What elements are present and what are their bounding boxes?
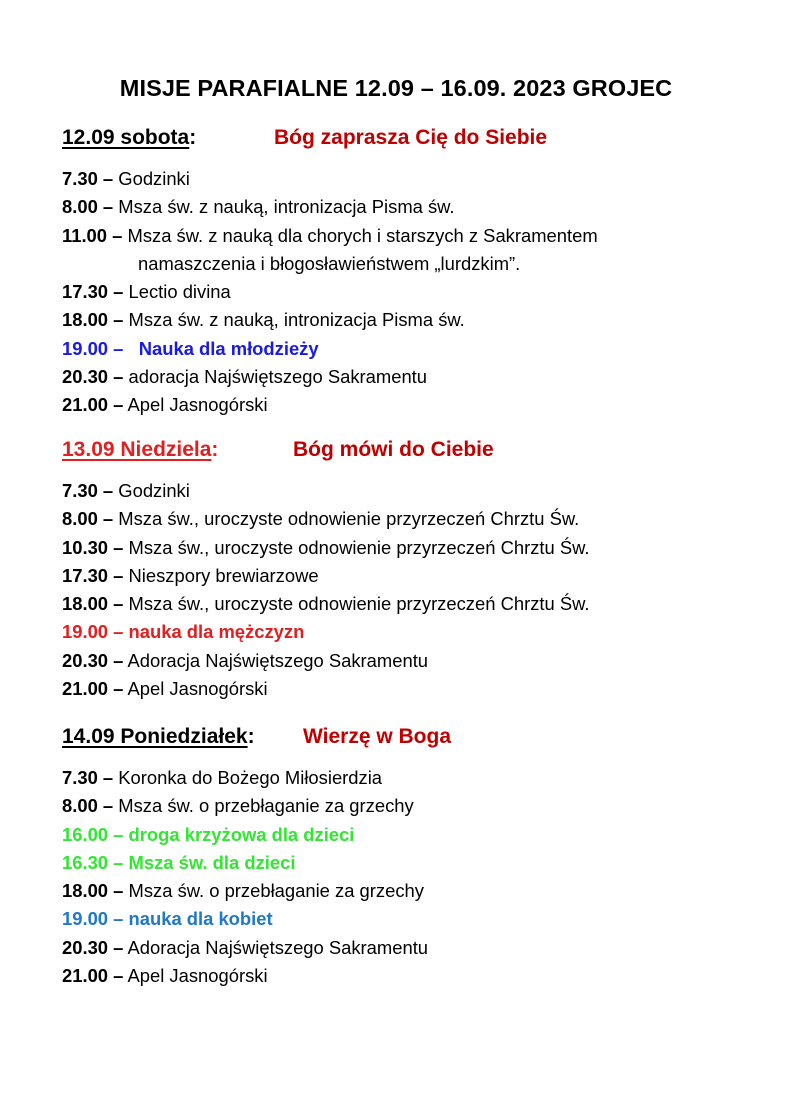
entry-time: 19.00 — [62, 908, 109, 930]
entry-text: Adoracja Najświętszego Sakramentu — [127, 649, 429, 671]
entry-dash: – — [113, 823, 124, 845]
entry-text: Lectio divina — [128, 281, 231, 303]
colon: : — [247, 725, 255, 748]
page-title: MISJE PARAFIALNE 12.09 – 16.09. 2023 GROJEC — [119, 75, 673, 101]
entry-dash: – — [113, 593, 124, 615]
entry-dash: – — [113, 621, 124, 643]
schedule-entry — [62, 590, 762, 618]
entry-dash: – — [102, 767, 114, 788]
schedule-entry — [62, 505, 762, 533]
entry-dash: – — [112, 224, 123, 246]
day-theme: Bóg mówi do Ciebie — [293, 438, 494, 461]
entry-time: 19.00 — [62, 337, 109, 359]
entry-time: 17.30 — [62, 564, 109, 586]
entry-time: 16.00 — [62, 823, 109, 845]
schedule-entry-highlight — [62, 335, 762, 363]
entry-dash: – — [113, 678, 124, 700]
schedule-entry-highlight — [62, 618, 762, 646]
entry-time: 20.30 — [62, 936, 109, 958]
entry-dash: – — [102, 508, 114, 530]
entry-text: nauka dla mężczyzn — [128, 621, 305, 643]
entry-time: 21.00 — [62, 678, 109, 700]
entry-dash: – — [113, 936, 124, 958]
entry-dash: – — [102, 168, 114, 189]
entry-time: 7.30 — [62, 767, 98, 788]
schedule-entry — [62, 391, 762, 419]
entry-dash: – — [113, 366, 124, 388]
schedule-list — [62, 477, 762, 703]
schedule-entry — [62, 306, 762, 334]
section-header — [62, 126, 762, 154]
schedule-list — [62, 764, 762, 990]
entry-dash: – — [113, 564, 124, 586]
entry-dash: – — [113, 394, 124, 416]
entry-time: 7.30 — [62, 480, 98, 501]
entry-text: Msza św., uroczyste odnowienie przyrzeczeń Chrztu Św. — [128, 593, 590, 615]
entry-text: Apel Jasnogórski — [127, 965, 268, 987]
entry-time: 17.30 — [62, 281, 109, 303]
entry-text: Apel Jasnogórski — [127, 678, 268, 700]
entry-text: Nauka dla młodzieży — [138, 337, 319, 359]
entry-time: 18.00 — [62, 880, 109, 902]
entry-time: 8.00 — [62, 196, 98, 218]
entry-text: Msza św. z nauką, intronizacja Pisma św. — [128, 309, 465, 331]
entry-text: adoracja Najświętszego Sakramentu — [128, 366, 428, 388]
entry-dash: – — [113, 281, 124, 303]
schedule-entry-highlight — [62, 821, 762, 849]
schedule-entry-continuation — [62, 250, 762, 278]
schedule-entry — [62, 562, 762, 590]
entry-text: nauka dla kobiet — [128, 908, 273, 930]
entry-text: Msza św. z nauką dla chorych i starszych z Sakramentem — [127, 224, 598, 246]
colon: : — [211, 438, 219, 461]
schedule-entry-highlight — [62, 905, 762, 933]
schedule-entry — [62, 934, 762, 962]
entry-dash: – — [113, 880, 124, 902]
entry-text: namaszczenia i błogosławieństwem „lurdzkim”. — [138, 252, 521, 274]
entry-text: Adoracja Najświętszego Sakramentu — [127, 936, 429, 958]
entry-text: Msza św. dla dzieci — [128, 851, 296, 873]
schedule-entry-highlight — [62, 849, 762, 877]
entry-dash: – — [113, 536, 124, 558]
entry-time: 16.30 — [62, 851, 109, 873]
entry-time: 20.30 — [62, 366, 109, 388]
entry-dash: – — [102, 196, 114, 218]
schedule-entry — [62, 675, 762, 703]
entry-text: Godzinki — [118, 480, 190, 501]
schedule-entry — [62, 165, 762, 193]
entry-dash: – — [102, 480, 114, 501]
schedule-entry — [62, 193, 762, 221]
entry-text: Msza św. o przebłaganie za grzechy — [118, 795, 414, 817]
schedule-entry — [62, 534, 762, 562]
entry-dash: – — [113, 309, 124, 331]
day-section-sunday — [62, 438, 762, 703]
schedule-entry — [62, 363, 762, 391]
entry-text: droga krzyżowa dla dzieci — [128, 823, 355, 845]
schedule-list — [62, 165, 762, 420]
schedule-entry — [62, 962, 762, 990]
entry-time: 7.30 — [62, 168, 98, 189]
entry-text: Msza św. o przebłaganie za grzechy — [128, 880, 424, 902]
entry-time: 8.00 — [62, 508, 98, 530]
entry-time: 18.00 — [62, 593, 109, 615]
entry-text: Apel Jasnogórski — [127, 394, 268, 416]
schedule-entry — [62, 647, 762, 675]
entry-text: Msza św. z nauką, intronizacja Pisma św. — [118, 196, 455, 218]
day-theme: Bóg zaprasza Cię do Siebie — [274, 126, 548, 149]
schedule-entry — [62, 278, 762, 306]
entry-time: 10.30 — [62, 536, 109, 558]
entry-time: 21.00 — [62, 394, 109, 416]
entry-text: Godzinki — [118, 168, 190, 189]
schedule-entry — [62, 477, 762, 505]
entry-time: 18.00 — [62, 309, 109, 331]
schedule-entry — [62, 792, 762, 820]
entry-dash: – — [113, 851, 124, 873]
entry-time: 11.00 — [62, 224, 108, 246]
schedule-entry — [62, 764, 762, 792]
section-header — [62, 438, 762, 466]
entry-time: 19.00 — [62, 621, 109, 643]
day-label: 13.09 Niedziela — [62, 438, 212, 461]
entry-dash: – — [113, 965, 124, 987]
day-section-monday — [62, 725, 762, 990]
entry-time: 20.30 — [62, 649, 109, 671]
day-label: 12.09 sobota — [62, 126, 190, 149]
entry-dash: – — [102, 795, 114, 817]
schedule-entry — [62, 222, 762, 250]
day-label: 14.09 Poniedziałek — [62, 725, 248, 748]
entry-text: Nieszpory brewiarzowe — [128, 564, 319, 586]
schedule-entry — [62, 877, 762, 905]
entry-dash: – — [113, 908, 124, 930]
day-theme: Wierzę w Boga — [303, 725, 452, 748]
entry-dash: – — [113, 337, 124, 359]
entry-text: Msza św., uroczyste odnowienie przyrzeczeń Chrztu Św. — [128, 536, 590, 558]
entry-text: Koronka do Bożego Miłosierdzia — [118, 767, 383, 788]
entry-dash: – — [113, 649, 124, 671]
entry-time: 8.00 — [62, 795, 98, 817]
section-header — [62, 725, 762, 753]
entry-time: 21.00 — [62, 965, 109, 987]
colon: : — [189, 126, 197, 149]
day-section-saturday — [62, 126, 762, 420]
entry-text: Msza św., uroczyste odnowienie przyrzeczeń Chrztu Św. — [118, 508, 580, 530]
